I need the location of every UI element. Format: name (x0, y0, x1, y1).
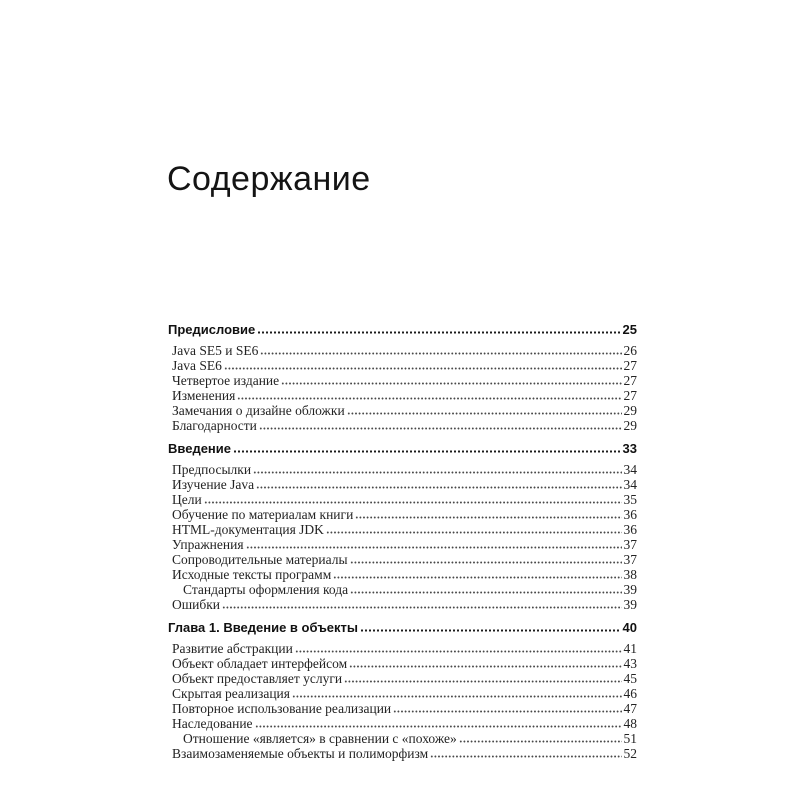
toc-entry-label: Повторное использование реализации (172, 701, 392, 716)
toc-entry-label: Замечания о дизайне обложки (172, 403, 345, 418)
toc-entry-label: Взаимозаменяемые объекты и полиморфизм (172, 746, 429, 761)
toc-entry-row (168, 716, 637, 731)
toc-entry-page: 52 (623, 746, 637, 761)
toc-entry-row (168, 641, 637, 656)
toc-entry-page: 51 (623, 731, 637, 746)
toc-entry-label: Изучение Java (172, 477, 255, 492)
toc-entry-page: 39 (623, 582, 637, 597)
toc-entry-page: 39 (623, 597, 637, 612)
toc-entry-label: Четвертое издание (172, 373, 280, 388)
toc-entry-row (168, 388, 637, 403)
toc-entry-page: 27 (623, 373, 637, 388)
toc-section-row (168, 620, 637, 635)
toc-entry-row (168, 582, 637, 597)
dot-leader (350, 582, 621, 597)
toc-entry-label: Упражнения (172, 537, 244, 552)
toc-entry-page: 43 (623, 656, 637, 671)
dot-leader (430, 746, 621, 761)
dot-leader (204, 492, 622, 507)
toc-entry-label: Обучение по материалам книги (172, 507, 354, 522)
dot-leader (222, 597, 621, 612)
dot-leader (295, 641, 622, 656)
dot-leader (292, 686, 622, 701)
dot-leader (246, 537, 622, 552)
toc-entry-row (168, 462, 637, 477)
toc-entry-page: 34 (623, 477, 637, 492)
toc-section-title: Введение (168, 441, 231, 456)
toc-entry-page: 34 (623, 462, 637, 477)
toc-entry-page: 26 (623, 343, 637, 358)
toc-entry-row (168, 507, 637, 522)
toc-list (168, 322, 637, 761)
toc-entry-row (168, 492, 637, 507)
toc-entry-label: Развитие абстракции (172, 641, 293, 656)
toc-entry-row (168, 671, 637, 686)
toc-entry-row (168, 567, 637, 582)
dot-leader (233, 441, 621, 456)
toc-entry-row (168, 686, 637, 701)
toc-entry-label: Сопроводительные материалы (172, 552, 348, 567)
toc-entry-page: 29 (623, 418, 637, 433)
toc-entry-row (168, 418, 637, 433)
toc-section-row (168, 441, 637, 456)
toc-entry-row (168, 477, 637, 492)
toc-entry-label: Объект предоставляет услуги (172, 671, 343, 686)
toc-entry-row (168, 403, 637, 418)
toc-entry-page: 27 (623, 388, 637, 403)
toc-entry-label: Ошибки (172, 597, 221, 612)
toc-entry-page: 37 (623, 552, 637, 567)
dot-leader (355, 507, 621, 522)
dot-leader (224, 358, 622, 373)
toc-entry-page: 45 (623, 671, 637, 686)
toc-entry-row (168, 552, 637, 567)
dot-leader (333, 567, 621, 582)
toc-entry-row (168, 522, 637, 537)
toc-entry-label: Наследование (172, 716, 253, 731)
toc-entry-label: Благодарности (172, 418, 257, 433)
toc-entry-row (168, 746, 637, 761)
toc-entry-page: 35 (623, 492, 637, 507)
dot-leader (459, 731, 622, 746)
toc-entry-page: 46 (623, 686, 637, 701)
toc-entry-page: 25 (622, 322, 637, 337)
dot-leader (255, 716, 622, 731)
toc-entry-label: Изменения (172, 388, 236, 403)
toc-entry-label: Java SE6 (172, 358, 222, 373)
toc-entry-label: Java SE5 и SE6 (172, 343, 259, 358)
toc-entry-label: Стандарты оформления кода (183, 582, 349, 597)
dot-leader (260, 343, 621, 358)
dot-leader (349, 656, 621, 671)
dot-leader (350, 552, 622, 567)
toc-entry-row (168, 701, 637, 716)
dot-leader (344, 671, 621, 686)
toc-entry-label: HTML-документация JDK (172, 522, 324, 537)
dot-leader (257, 322, 620, 337)
toc-entry-row (168, 343, 637, 358)
dot-leader (360, 620, 621, 635)
toc-entry-row (168, 597, 637, 612)
toc-entry-page: 36 (623, 522, 637, 537)
toc-section-title: Глава 1. Введение в объекты (168, 620, 359, 635)
dot-leader (237, 388, 621, 403)
toc-entry-label: Отношение «является» в сравнении с «похоже» (183, 731, 457, 746)
toc-entry-page: 38 (623, 567, 637, 582)
toc-entry-row (168, 373, 637, 388)
dot-leader (256, 477, 621, 492)
dot-leader (347, 403, 622, 418)
toc-entry-label: Объект обладает интерфейсом (172, 656, 348, 671)
toc-entry-label: Исходные тексты программ (172, 567, 332, 582)
toc-entry-row (168, 537, 637, 552)
toc-entry-page: 29 (623, 403, 637, 418)
toc-entry-row (168, 656, 637, 671)
toc-entry-page: 41 (623, 641, 637, 656)
dot-leader (326, 522, 622, 537)
dot-leader (393, 701, 621, 716)
toc-entry-page: 48 (623, 716, 637, 731)
toc-entry-label: Цели (172, 492, 202, 507)
toc-entry-label: Скрытая реализация (172, 686, 290, 701)
toc-entry-page: 36 (623, 507, 637, 522)
toc-entry-page: 27 (623, 358, 637, 373)
toc-entry-label: Предпосылки (172, 462, 252, 477)
toc-entry-row (168, 358, 637, 373)
toc-entry-page: 33 (622, 441, 637, 456)
dot-leader (259, 418, 622, 433)
toc-section-row (168, 322, 637, 337)
toc-section-title: Предисловие (168, 322, 256, 337)
dot-leader (253, 462, 621, 477)
toc-entry-page: 47 (623, 701, 637, 716)
dot-leader (281, 373, 621, 388)
page-title: Содержание (167, 159, 371, 198)
toc-entry-page: 37 (623, 537, 637, 552)
toc-entry-page: 40 (622, 620, 637, 635)
toc-entry-row (168, 731, 637, 746)
